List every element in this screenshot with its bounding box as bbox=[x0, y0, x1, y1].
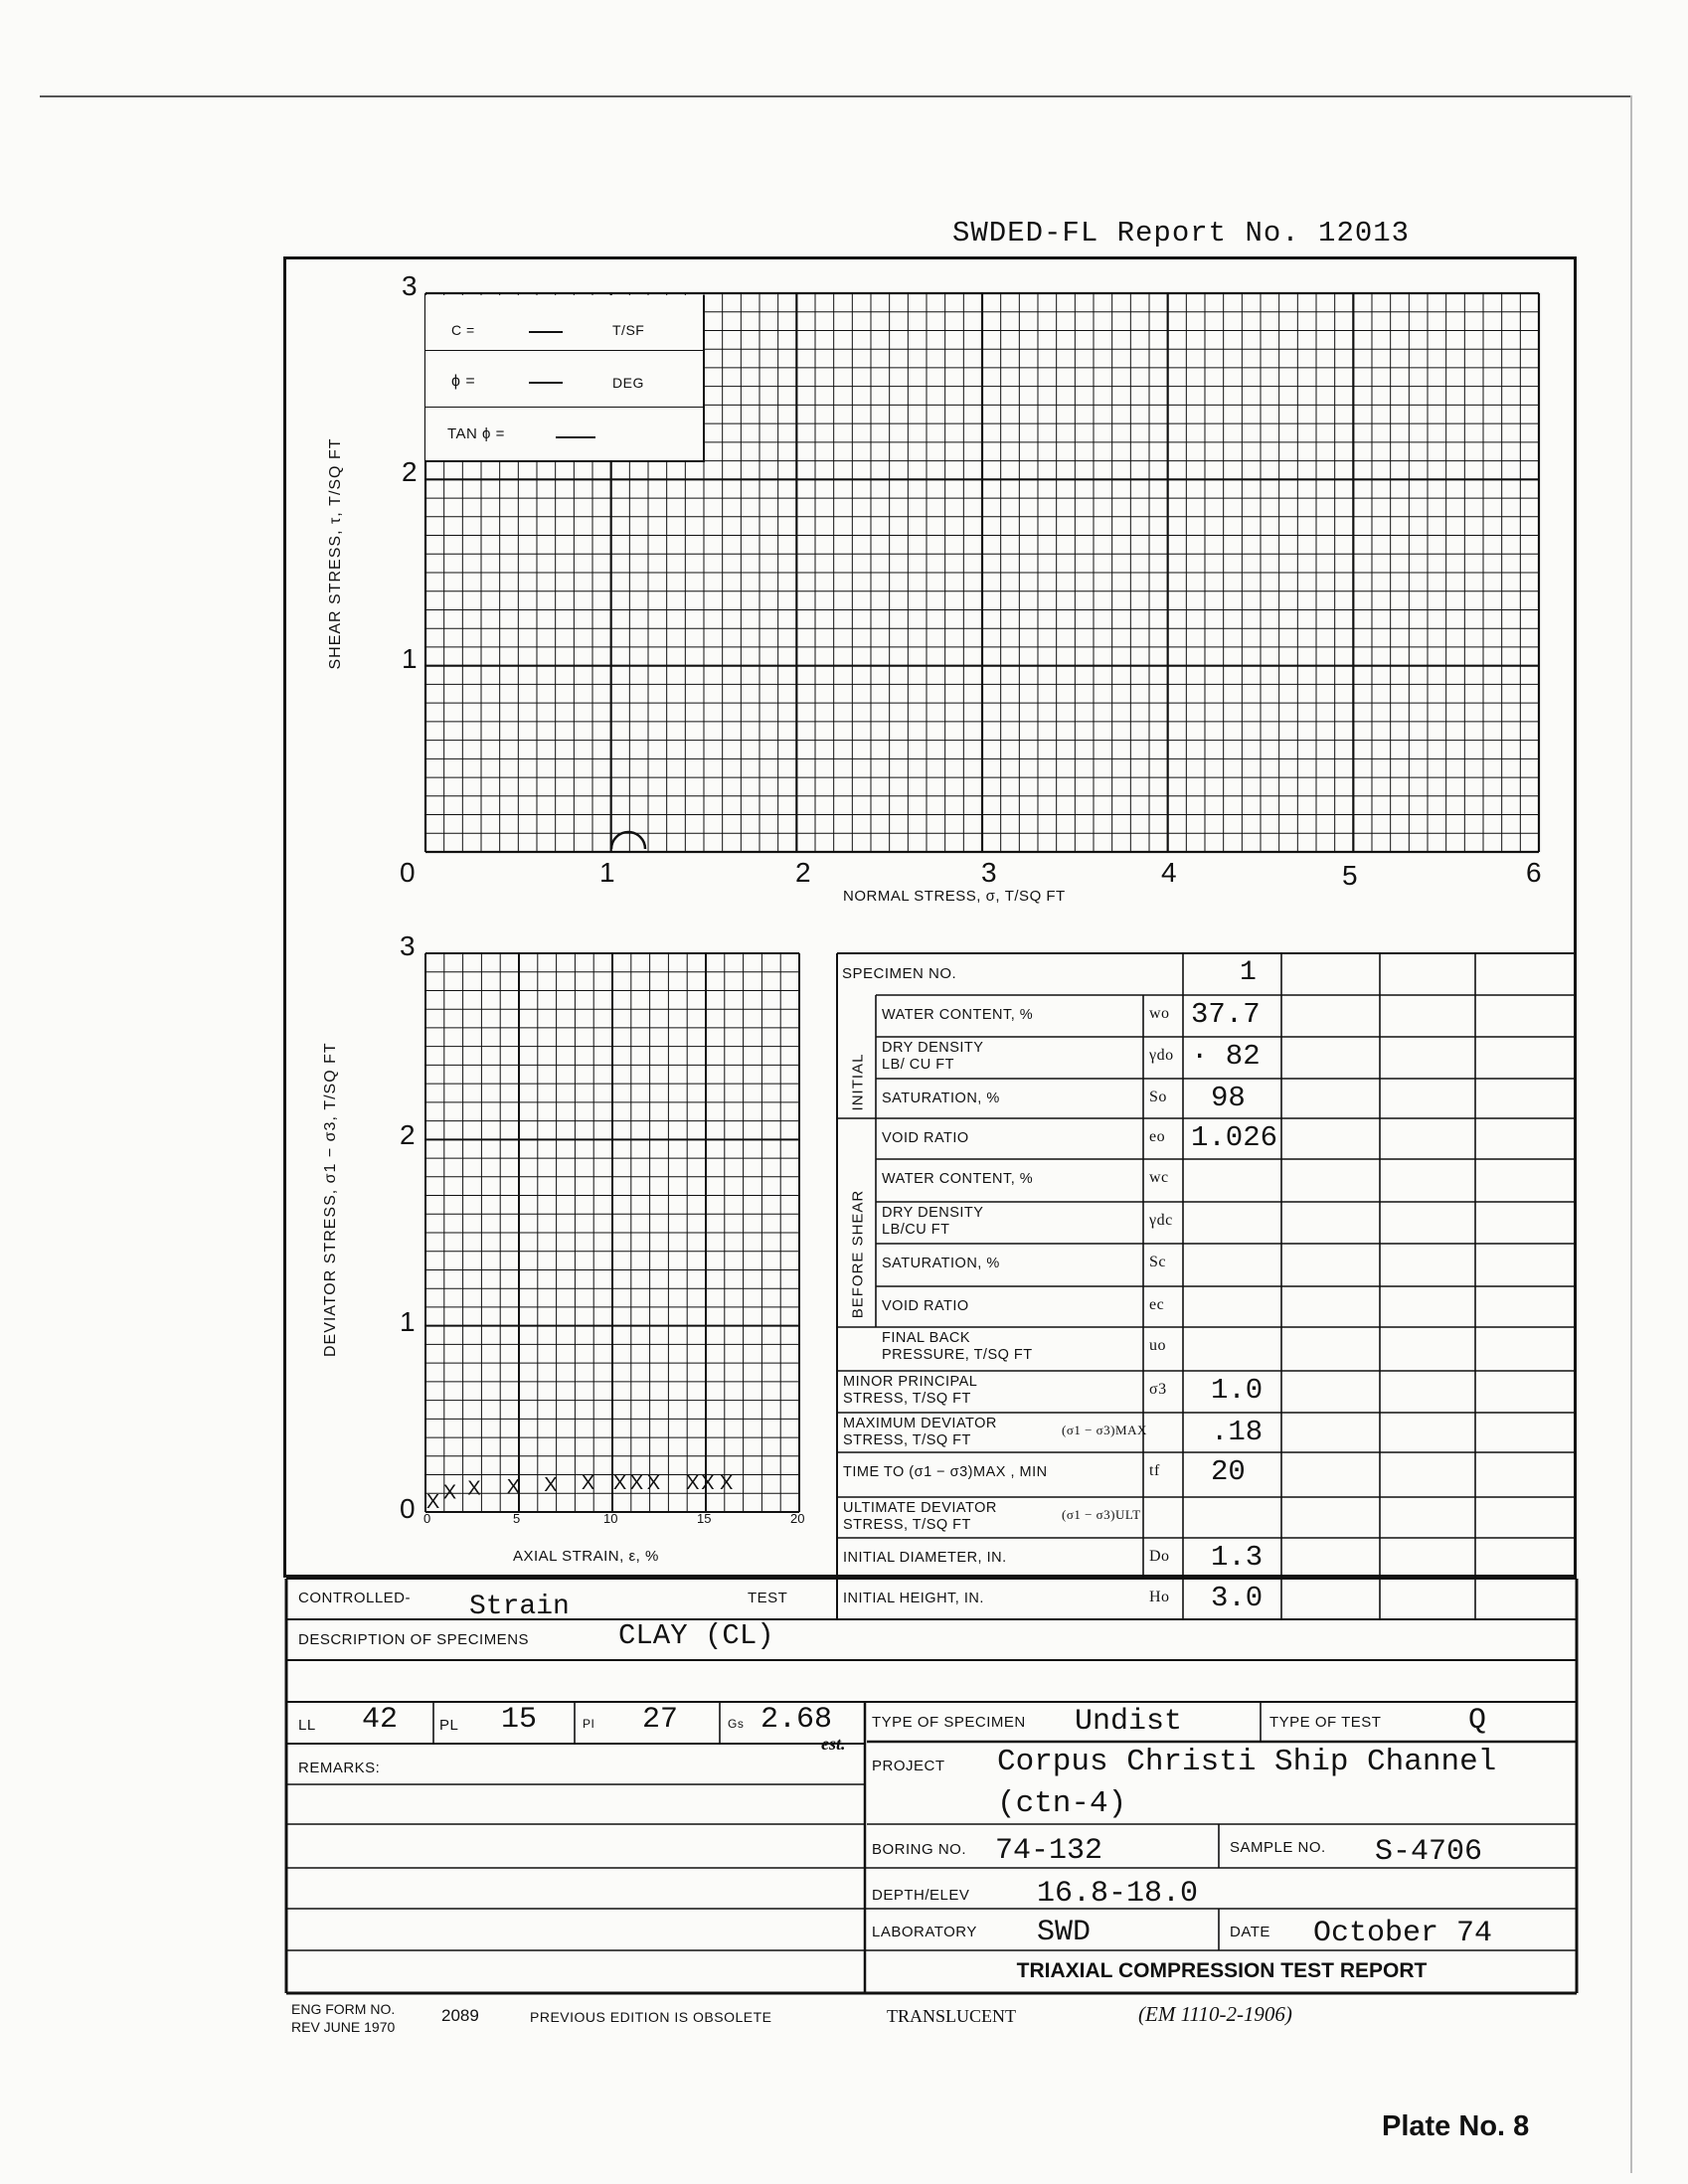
description-label: DESCRIPTION OF SPECIMENS bbox=[298, 1631, 530, 1648]
legend-c-unit: T/SF bbox=[612, 322, 645, 338]
data-point-marker: X bbox=[612, 1472, 627, 1495]
specimen-row-value: 1.026 bbox=[1191, 1121, 1278, 1154]
specimen-row-symbol: Ho bbox=[1149, 1589, 1170, 1605]
group-before-shear-label: BEFORE SHEAR bbox=[849, 1189, 867, 1319]
data-point-marker: X bbox=[544, 1473, 558, 1496]
footer-form-no: 2089 bbox=[441, 2006, 479, 2025]
bottom-x-tick-0: 0 bbox=[423, 1511, 431, 1526]
specimen-row-label: INITIAL HEIGHT, IN. bbox=[843, 1591, 984, 1606]
bottom-y-tick-1: 1 bbox=[400, 1306, 416, 1337]
bottom-y-axis-label: DEVIATOR STRESS, σ1 − σ3, T/SQ FT bbox=[322, 1042, 339, 1357]
pl-value: 15 bbox=[501, 1703, 538, 1737]
specimen-row-label: VOID RATIO bbox=[882, 1130, 969, 1146]
top-y-tick-3: 3 bbox=[402, 270, 418, 301]
top-y-tick-0: 0 bbox=[400, 857, 416, 888]
project-label: PROJECT bbox=[872, 1758, 945, 1774]
specimen-row-label: ULTIMATE DEVIATOR STRESS, T/SQ FT bbox=[843, 1500, 997, 1533]
type-of-specimen-value: Undist bbox=[1075, 1705, 1183, 1739]
specimen-row-label: SATURATION, % bbox=[882, 1091, 1000, 1106]
data-point-marker: X bbox=[686, 1472, 700, 1495]
pi-value: 27 bbox=[642, 1703, 679, 1737]
specimen-row-value: 3.0 bbox=[1211, 1582, 1264, 1614]
controlled-suffix: TEST bbox=[748, 1590, 788, 1606]
top-x-tick-6: 6 bbox=[1526, 857, 1542, 888]
project-line2: (ctn-4) bbox=[997, 1786, 1127, 1821]
specimen-row-label: DRY DENSITY LB/ CU FT bbox=[882, 1040, 984, 1073]
top-x-tick-4: 4 bbox=[1161, 857, 1177, 888]
data-point-marker: X bbox=[646, 1472, 661, 1495]
report-title: TRIAXIAL COMPRESSION TEST REPORT bbox=[1016, 1959, 1428, 1982]
specimen-row-value: 1.0 bbox=[1211, 1374, 1264, 1407]
footer-obsolete: PREVIOUS EDITION IS OBSOLETE bbox=[530, 2009, 772, 2025]
data-point-marker: X bbox=[581, 1472, 595, 1495]
specimen-no-value: 1 bbox=[1240, 957, 1257, 988]
specimen-row-value: 37.7 bbox=[1191, 998, 1261, 1031]
controlled-label: CONTROLLED- bbox=[298, 1590, 412, 1606]
legend-tanphi-label: TAN ϕ = bbox=[447, 425, 505, 442]
specimen-row-label: MAXIMUM DEVIATOR STRESS, T/SQ FT bbox=[843, 1416, 997, 1448]
specimen-row-value: 20 bbox=[1211, 1455, 1246, 1488]
specimen-row-symbol: (σ1 − σ3)MAX bbox=[1062, 1423, 1147, 1437]
date-value: October 74 bbox=[1313, 1917, 1493, 1950]
boring-value: 74-132 bbox=[995, 1834, 1103, 1868]
specimen-row-symbol: wo bbox=[1149, 1005, 1170, 1022]
bottom-y-tick-3: 3 bbox=[400, 930, 416, 961]
ll-value: 42 bbox=[362, 1703, 399, 1737]
top-x-tick-5: 5 bbox=[1342, 860, 1358, 891]
bottom-y-tick-0: 0 bbox=[400, 1493, 416, 1524]
specimen-row-label: WATER CONTENT, % bbox=[882, 1007, 1034, 1023]
specimen-row-symbol: γdc bbox=[1149, 1212, 1173, 1229]
footer-translucent: TRANSLUCENT bbox=[887, 2006, 1016, 2026]
bottom-x-tick-5: 5 bbox=[513, 1511, 521, 1526]
bottom-x-tick-10: 10 bbox=[603, 1511, 618, 1526]
specimen-row-label: TIME TO (σ1 − σ3)MAX , MIN bbox=[843, 1464, 1048, 1480]
sample-label: SAMPLE NO. bbox=[1230, 1839, 1326, 1856]
specimen-row-label: FINAL BACK PRESSURE, T/SQ FT bbox=[882, 1330, 1033, 1363]
gs-note: est. bbox=[821, 1734, 846, 1754]
date-label: DATE bbox=[1230, 1924, 1270, 1940]
plate-number: Plate No. 8 bbox=[1382, 2110, 1530, 2142]
specimen-row-symbol: γdo bbox=[1149, 1047, 1174, 1064]
legend-phi-label: ϕ = bbox=[451, 373, 476, 390]
specimen-row-label: INITIAL DIAMETER, IN. bbox=[843, 1550, 1007, 1566]
specimen-row-symbol: σ3 bbox=[1149, 1381, 1167, 1398]
footer-form-line1: ENG FORM NO. bbox=[291, 2001, 396, 2017]
bottom-x-tick-20: 20 bbox=[790, 1511, 805, 1526]
specimen-row-symbol: Do bbox=[1149, 1548, 1170, 1565]
project-line1: Corpus Christi Ship Channel bbox=[997, 1745, 1497, 1779]
specimen-row-symbol: eo bbox=[1149, 1128, 1166, 1145]
depth-label: DEPTH/ELEV bbox=[872, 1887, 970, 1904]
gs-value: 2.68 bbox=[760, 1703, 833, 1737]
depth-value: 16.8-18.0 bbox=[1037, 1877, 1199, 1911]
data-point-marker: X bbox=[629, 1472, 644, 1495]
top-x-axis-label: NORMAL STRESS, σ, T/SQ FT bbox=[843, 888, 1066, 905]
specimen-row-value: 1.3 bbox=[1211, 1541, 1264, 1574]
description-value: CLAY (CL) bbox=[618, 1619, 774, 1652]
specimen-row-symbol: wc bbox=[1149, 1169, 1169, 1186]
laboratory-label: LABORATORY bbox=[872, 1924, 977, 1940]
boring-label: BORING NO. bbox=[872, 1841, 967, 1858]
type-of-test-value: Q bbox=[1468, 1704, 1487, 1738]
specimen-row-label: MINOR PRINCIPAL STRESS, T/SQ FT bbox=[843, 1374, 978, 1407]
specimen-row-symbol: ec bbox=[1149, 1296, 1165, 1313]
gs-label: Gs bbox=[728, 1717, 745, 1731]
specimen-row-label: WATER CONTENT, % bbox=[882, 1171, 1034, 1187]
footer-em: (EM 1110-2-1906) bbox=[1138, 2002, 1292, 2026]
top-x-tick-2: 2 bbox=[795, 857, 811, 888]
data-point-marker: X bbox=[442, 1481, 457, 1504]
top-y-tick-2: 2 bbox=[402, 456, 418, 487]
report-header: SWDED-FL Report No. 12013 bbox=[952, 217, 1411, 250]
data-point-marker: X bbox=[506, 1475, 521, 1498]
bottom-x-axis-label: AXIAL STRAIN, ε, % bbox=[513, 1548, 659, 1565]
sample-value: S-4706 bbox=[1375, 1835, 1483, 1869]
legend-phi-unit: DEG bbox=[612, 375, 644, 391]
type-of-test-label: TYPE OF TEST bbox=[1269, 1714, 1382, 1731]
top-x-tick-1: 1 bbox=[599, 857, 615, 888]
laboratory-value: SWD bbox=[1037, 1916, 1092, 1949]
legend-c-label: C = bbox=[451, 322, 475, 338]
group-initial-label: INITIAL bbox=[849, 1053, 867, 1111]
pi-label: PI bbox=[583, 1717, 595, 1731]
top-y-tick-1: 1 bbox=[402, 643, 418, 674]
specimen-row-label: SATURATION, % bbox=[882, 1256, 1000, 1271]
ll-label: LL bbox=[298, 1717, 316, 1734]
data-point-marker: X bbox=[701, 1472, 715, 1495]
specimen-row-value: · 82 bbox=[1191, 1040, 1261, 1073]
type-of-specimen-label: TYPE OF SPECIMEN bbox=[872, 1714, 1026, 1731]
footer-form-line2: REV JUNE 1970 bbox=[291, 2019, 396, 2035]
specimen-row-symbol: Sc bbox=[1149, 1254, 1166, 1270]
data-point-marker: X bbox=[467, 1477, 481, 1500]
specimen-row-value: 98 bbox=[1211, 1082, 1246, 1114]
pl-label: PL bbox=[439, 1717, 459, 1734]
specimen-row-symbol: tf bbox=[1149, 1462, 1160, 1479]
data-point-marker: X bbox=[425, 1490, 440, 1513]
specimen-row-symbol: So bbox=[1149, 1089, 1167, 1105]
bottom-x-tick-15: 15 bbox=[697, 1511, 712, 1526]
top-x-tick-3: 3 bbox=[981, 857, 997, 888]
specimen-row-symbol: uo bbox=[1149, 1337, 1166, 1354]
specimen-no-label: SPECIMEN NO. bbox=[842, 965, 957, 982]
data-point-marker: X bbox=[720, 1472, 734, 1495]
specimen-row-label: DRY DENSITY LB/CU FT bbox=[882, 1205, 984, 1238]
top-y-axis-label: SHEAR STRESS, τ, T/SQ FT bbox=[327, 437, 344, 670]
specimen-row-label: VOID RATIO bbox=[882, 1298, 969, 1314]
remarks-label: REMARKS: bbox=[298, 1760, 381, 1776]
specimen-row-value: .18 bbox=[1211, 1416, 1264, 1448]
bottom-y-tick-2: 2 bbox=[400, 1119, 416, 1150]
specimen-row-symbol: (σ1 − σ3)ULT bbox=[1062, 1507, 1141, 1522]
controlled-value: Strain bbox=[469, 1592, 570, 1622]
